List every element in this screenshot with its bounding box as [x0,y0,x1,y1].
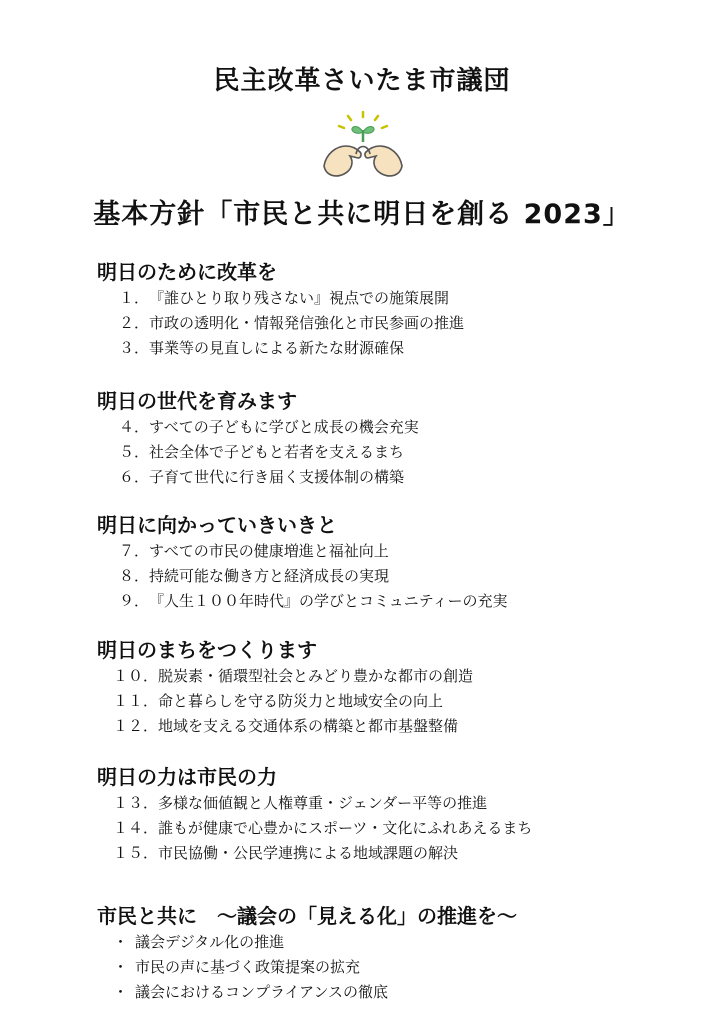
item-text: 市民の声に基づく政策提案の拡充 [135,958,361,976]
item-number: ９． [119,592,150,610]
policy-list [97,415,697,490]
item-text: 持続可能な働き方と経済成長の実現 [149,567,390,585]
list-item [97,689,697,714]
list-item [97,564,697,589]
list-item [97,955,697,980]
pinky-promise-hands-with-sprout-icon [318,108,408,184]
bullet-list [97,930,697,1005]
item-number: １． [119,289,150,307]
item-number: ３． [119,339,150,357]
section-heading: 明日に向かっていきいきと [97,513,337,537]
item-number: ４． [119,418,150,436]
policy-section-citizen-power [97,763,697,866]
item-text: すべての子どもに学びと成長の機会充実 [149,418,419,436]
item-text: 命と暮らしを守る防災力と地域安全の向上 [158,692,444,710]
list-item [97,539,697,564]
list-item [97,589,697,614]
policy-section-reform [97,258,697,361]
policy-list [97,664,697,739]
item-number: １２． [113,717,159,735]
bullet-mark: ・ [113,983,129,1001]
item-text: 多様な価値観と人権尊重・ジェンダー平等の推進 [158,794,488,812]
item-text: すべての市民の健康増進と福祉向上 [149,542,389,560]
list-item [97,980,697,1005]
section-heading: 市民と共に ～議会の「見える化」の推進を～ [97,904,517,928]
item-number: ６． [119,468,150,486]
policy-section-wellbeing [97,511,697,614]
item-text: 事業等の見直しによる新たな財源確保 [149,339,405,357]
section-heading: 明日のまちをつくります [97,638,317,662]
item-text: 脱炭素・循環型社会とみどり豊かな都市の創造 [158,667,474,685]
list-item [97,816,697,841]
list-item [97,930,697,955]
bullet-mark: ・ [113,958,129,976]
policy-list [97,286,697,361]
item-text: 誰もが健康で心豊かにスポーツ・文化にふれあえるまち [158,819,533,837]
policy-section-town-building [97,636,697,739]
item-number: ８． [119,567,150,585]
list-item [97,311,697,336]
item-text: 『人生１００年時代』の学びとコミュニティーの充実 [149,592,508,610]
item-text: 市政の透明化・情報発信強化と市民参画の推進 [149,314,465,332]
item-number: １０． [113,667,159,685]
item-text: 議会におけるコンプライアンスの徹底 [135,983,389,1001]
policy-section-council-visibility [97,902,697,1005]
section-heading: 明日の世代を育みます [97,389,297,413]
item-text: 市民協働・公民学連携による地域課題の解決 [158,844,459,862]
item-number: ５． [119,443,150,461]
list-item [97,714,697,739]
policy-list [97,791,697,866]
list-item [97,465,697,490]
item-number: １３． [113,794,159,812]
section-heading: 明日のために改革を [97,260,277,284]
item-number: ７． [119,542,150,560]
list-item [97,286,697,311]
item-text: 子育て世代に行き届く支援体制の構築 [149,468,405,486]
item-text: 議会デジタル化の推進 [135,933,285,951]
item-number: １５． [113,844,159,862]
item-text: 社会全体で子どもと若者を支えるまち [149,443,405,461]
list-item [97,440,697,465]
item-text: 『誰ひとり取り残さない』視点での施策展開 [149,289,450,307]
item-number: １１． [113,692,159,710]
policy-section-next-generation [97,387,697,490]
list-item [97,336,697,361]
organization-title: 民主改革さいたま市議団 [213,66,511,96]
list-item [97,791,697,816]
item-text: 地域を支える交通体系の構築と都市基盤整備 [158,717,459,735]
section-heading: 明日の力は市民の力 [97,765,277,789]
item-number: ２． [119,314,150,332]
policy-list [97,539,697,614]
list-item [97,841,697,866]
list-item [97,415,697,440]
list-item [97,664,697,689]
policy-title: 基本方針「市民と共に明日を創る 2023」 [93,199,631,230]
item-number: １４． [113,819,159,837]
bullet-mark: ・ [113,933,129,951]
